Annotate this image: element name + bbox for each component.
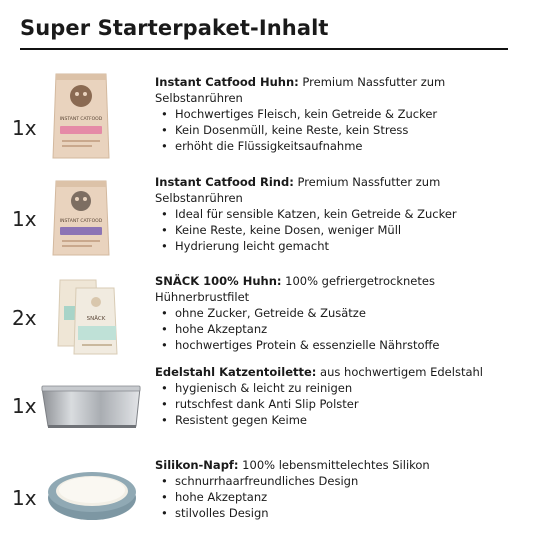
quantity-label: 1x <box>12 116 37 140</box>
feature-item: • hygienisch & leicht zu reinigen <box>155 380 527 396</box>
feature-item: • hohe Akzeptanz <box>155 321 527 337</box>
title-divider <box>20 48 508 50</box>
pouch-label: SNÄCK <box>86 316 106 322</box>
feature-item: • Ideal für sensible Katzen, kein Getreide & Zucker <box>155 206 527 222</box>
feature-item: • Hydrierung leicht gemacht <box>155 238 527 254</box>
product-summary: Premium Nassfutter zum Selbstanrühren <box>155 75 446 105</box>
quantity-label: 1x <box>12 207 37 231</box>
page-title: Super Starterpaket-Inhalt <box>20 16 329 40</box>
feature-item: • Kein Dosenmüll, keine Reste, kein Stress <box>155 122 527 138</box>
feature-item: • Hochwertiges Fleisch, kein Getreide & Zucker <box>155 106 527 122</box>
product-description <box>155 174 527 254</box>
product-name: Instant Catfood Rind: <box>155 175 294 189</box>
feature-item: • Keine Reste, keine Dosen, weniger Müll <box>155 222 527 238</box>
feature-item: • hochwertiges Protein & essenzielle Nährstoffe <box>155 337 527 353</box>
feature-item: • stilvolles Design <box>155 505 527 521</box>
product-name: Silikon-Napf: <box>155 458 239 472</box>
feature-item: • schnurrhaarfreundliches Design <box>155 473 527 489</box>
product-summary: aus hochwertigem Edelstahl <box>316 365 483 379</box>
feature-item: • hohe Akzeptanz <box>155 489 527 505</box>
silicone-bowl-image <box>44 468 140 528</box>
pouch-label: INSTANT CATFOOD <box>59 219 103 224</box>
pouch-label: INSTANT CATFOOD <box>59 117 103 122</box>
feature-item: • erhöht die Flüssigkeitsaufnahme <box>155 138 527 154</box>
product-row-snack <box>0 276 533 358</box>
product-description <box>155 364 527 428</box>
product-row-catfood-chicken <box>0 70 533 162</box>
stainless-litter-box-image <box>40 380 144 436</box>
quantity-label: 1x <box>12 486 37 510</box>
feature-item: • rutschfest dank Anti Slip Polster <box>155 396 527 412</box>
product-name: SNÄCK 100% Huhn: <box>155 274 282 288</box>
product-row-litter-box <box>0 365 533 440</box>
product-summary: 100% lebensmittelechtes Silikon <box>238 458 430 472</box>
product-summary: 100% gefriergetrocknetes Hühnerbrustfilet <box>155 274 435 304</box>
feature-item: • ohne Zucker, Getreide & Zusätze <box>155 305 527 321</box>
product-row-silicone-bowl <box>0 460 533 530</box>
product-summary: Premium Nassfutter zum Selbstanrühren <box>155 175 441 205</box>
product-description <box>155 457 527 521</box>
catfood-pouch-chicken-image <box>50 70 112 166</box>
quantity-label: 2x <box>12 306 37 330</box>
product-name: Instant Catfood Huhn: <box>155 75 299 89</box>
feature-item: • Resistent gegen Keime <box>155 412 527 428</box>
snack-pouches-image <box>56 276 120 360</box>
product-description <box>155 74 527 154</box>
quantity-label: 1x <box>12 394 37 418</box>
catfood-pouch-beef-image <box>50 178 112 262</box>
product-name: Edelstahl Katzentoilette: <box>155 365 317 379</box>
product-description <box>155 273 527 353</box>
product-row-catfood-beef <box>0 175 533 256</box>
